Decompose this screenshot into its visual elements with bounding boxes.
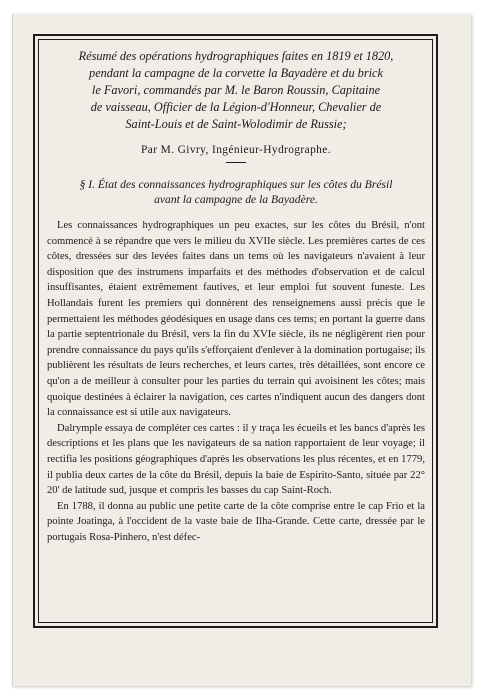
title-line: le Favori, commandés par M. le Baron Roussin, Capitaine — [91, 83, 381, 97]
title-line: pendant la campagne de la corvette la Bayadère et du brick — [89, 66, 383, 80]
title-line: Résumé des opérations hydrographiques faites en 1819 et 1820, — [78, 49, 394, 63]
document-title — [47, 48, 425, 133]
body-text — [47, 218, 425, 545]
author-line: Par M. Givry, Ingénieur-Hydrographe. — [141, 144, 331, 156]
paragraph: Les connaissances hydrographiques un peu exactes, sur les côtes du Brésil, n'ont commencé à se répandre que vers le milieu du XVIIe siècle. Les premières cartes de ces côtes, dressées sur des levées faites dans un tems où les navigateurs n'avaient à leur disposition que des instrumens imparfaits et des méthodes d'observation et de calcul insuffisantes, étaient extrêmement fautives, et leur emploi fut souvent funeste. Les Hollandais furent les premiers qui donnèrent des renseignemens aussi précis que le permettaient les méthodes géodésiques en usage dans ces tems; en portant la guerre dans la partie septentrionale du Brésil, vers la fin du XVIe siècle, ils ne négligèrent rien pour prendre connaissance du pays qu'ils s'efforçaient d'enlever à la domination portugaise; ils publièrent les résultats de leurs recherches, et leurs cartes, très détaillées, sont encore ce qu'on a de meilleur à consulter pour les parties du terrain qui avoisinent les côtes; mais quoique destinées à éclairer la navigation, ces cartes n'indiquent aucun des dangers dont la connaissance est si utile aux navigateurs. — [47, 220, 425, 419]
section-heading — [47, 177, 425, 207]
page-content — [47, 48, 425, 545]
paragraph: Dalrymple essaya de compléter ces cartes : il y traça les écueils et les bancs d'après les descriptions et les plans que les navigateurs de sa nation rapportaient de leur voyage; il rectifia les positions géographiques d'après les observations les plus récentes, et en 1779, il publia deux cartes de la côte du Brésil, depuis la baie de Espirito-Santo, située par 22° 20' de latitude sud, jusque et compris les basses du cap Saint-Roch. — [47, 422, 425, 497]
printed-page — [12, 14, 471, 686]
section-heading-line: avant la campagne de la Bayadère. — [154, 193, 318, 206]
title-line: Saint-Louis et de Saint-Wolodimir de Russie; — [125, 117, 347, 131]
separator-rule — [226, 162, 246, 163]
title-line: de vaisseau, Officier de la Légion-d'Honneur, Chevalier de — [90, 100, 382, 114]
section-heading-line: § I. État des connaissances hydrographiques sur les côtes du Brésil — [79, 178, 393, 191]
paragraph: En 1788, il donna au public une petite carte de la côte comprise entre le cap Frio et la pointe Joatinga, à l'occident de la vaste baie de Ilha-Grande. Cette carte, dressée par le portugais Rosa-Pinhero, n'est défec- — [47, 500, 425, 543]
